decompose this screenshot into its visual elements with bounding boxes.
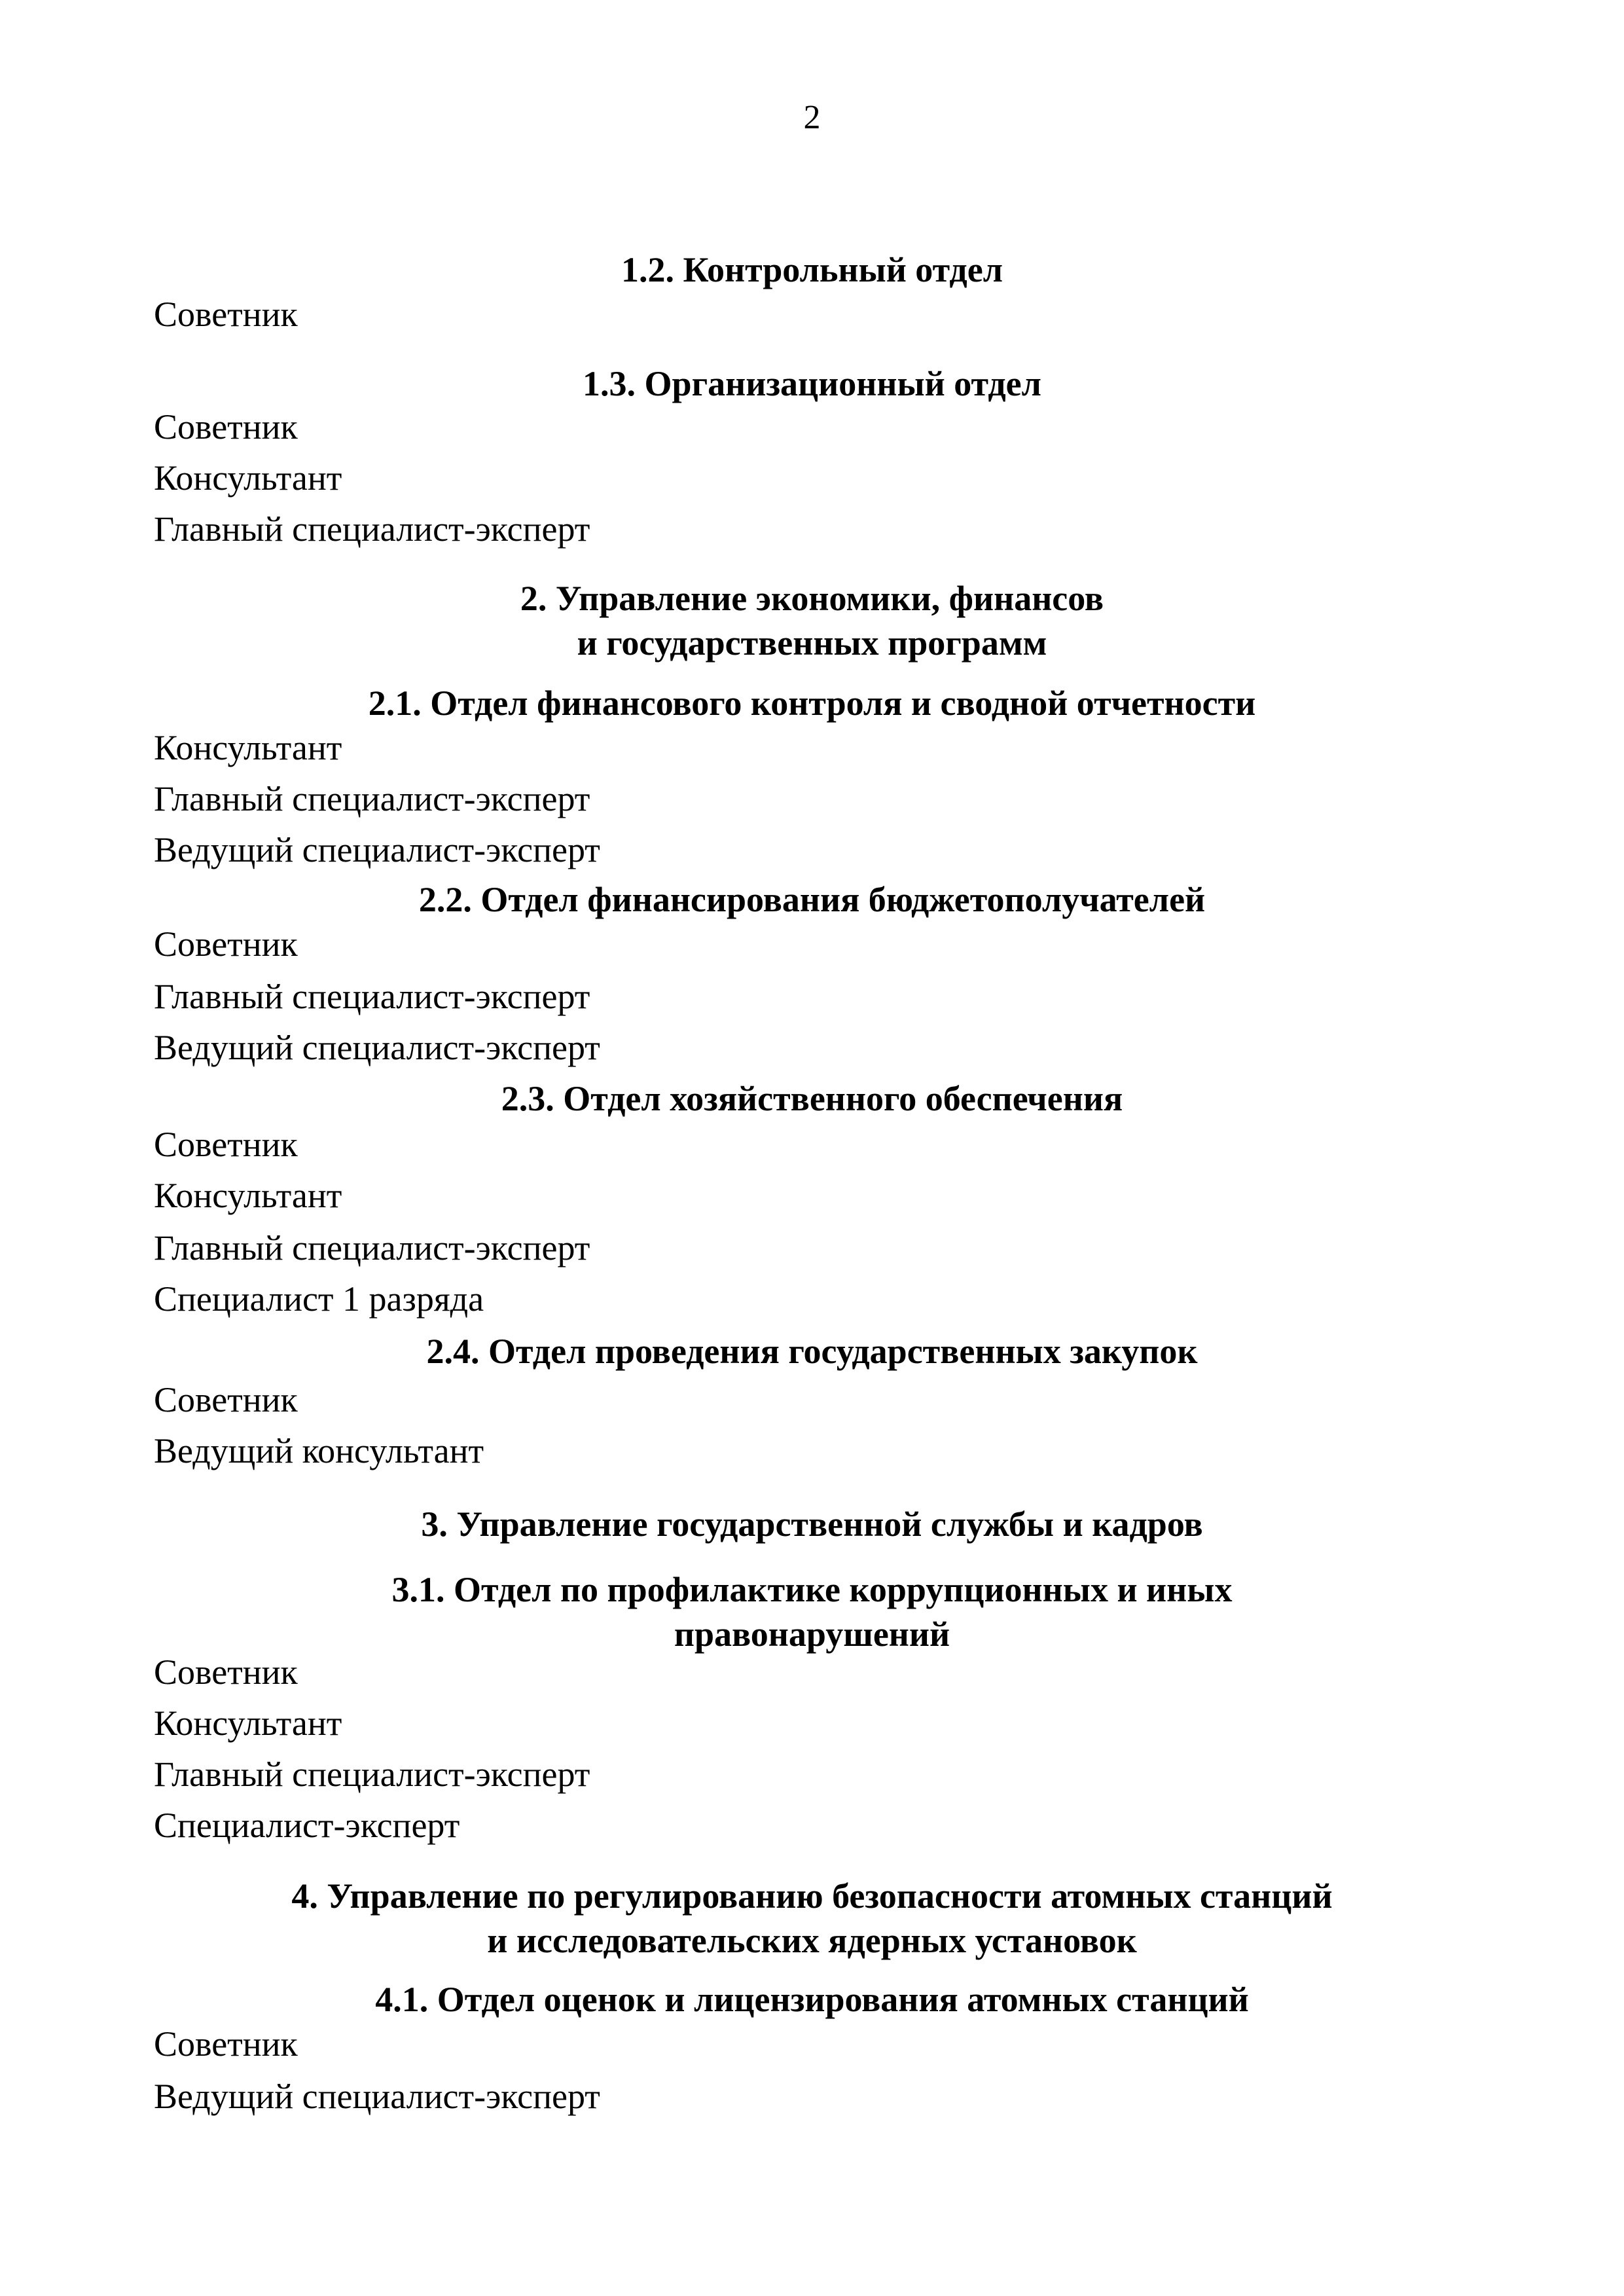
section-heading — [0, 1502, 1624, 1546]
position-item: Ведущий специалист-эксперт — [154, 2077, 600, 2116]
position-item: Консультант — [154, 1704, 342, 1743]
position-item: Советник — [154, 924, 298, 964]
section-heading-line: 2.1. Отдел финансового контроля и сводной отчетности — [368, 683, 1256, 723]
position-item: Советник — [154, 1380, 298, 1419]
section-heading-line: 2.2. Отдел финансирования бюджетополучателей — [418, 880, 1206, 919]
section-heading-line: 1.3. Организационный отдел — [583, 364, 1041, 403]
section-heading-line: 4.1. Отдел оценок и лицензирования атомных станций — [375, 1980, 1249, 2019]
position-item: Ведущий консультант — [154, 1431, 484, 1470]
section-heading-line: и государственных программ — [577, 623, 1047, 663]
section-heading-line: 2.4. Отдел проведения государственных закупок — [426, 1332, 1198, 1371]
section-heading-line: 4. Управление по регулированию безопасности атомных станций — [291, 1876, 1333, 1916]
position-item: Специалист 1 разряда — [154, 1279, 484, 1319]
position-item: Главный специалист-эксперт — [154, 779, 590, 818]
section-heading — [0, 576, 1624, 665]
section-heading — [0, 1076, 1624, 1121]
section-heading-line: правонарушений — [674, 1614, 950, 1654]
position-item: Советник — [154, 2024, 298, 2064]
position-item: Ведущий специалист-эксперт — [154, 830, 600, 869]
section-heading-line: 3.1. Отдел по профилактике коррупционных и иных — [391, 1570, 1233, 1609]
position-item: Главный специалист-эксперт — [154, 509, 590, 549]
position-item: Главный специалист-эксперт — [154, 1228, 590, 1267]
position-item: Ведущий специалист-эксперт — [154, 1028, 600, 1067]
section-heading — [0, 1874, 1624, 1963]
page-number: 2 — [803, 99, 821, 136]
position-item: Советник — [154, 407, 298, 446]
section-heading — [0, 1567, 1624, 1656]
section-heading — [0, 1977, 1624, 2022]
position-item: Специалист-эксперт — [154, 1806, 460, 1845]
section-heading-line: 3. Управление государственной службы и кадров — [421, 1504, 1203, 1544]
section-heading-line: 2.3. Отдел хозяйственного обеспечения — [501, 1079, 1123, 1118]
position-item: Консультант — [154, 458, 342, 498]
position-item: Главный специалист-эксперт — [154, 1755, 590, 1794]
position-item: Консультант — [154, 1176, 342, 1215]
section-heading — [0, 247, 1624, 292]
section-heading-line: 2. Управление экономики, финансов — [520, 579, 1104, 618]
section-heading — [0, 877, 1624, 922]
section-heading — [0, 681, 1624, 725]
section-heading-line: 1.2. Контрольный отдел — [621, 250, 1003, 289]
section-heading — [0, 361, 1624, 406]
section-heading — [0, 1329, 1624, 1374]
position-item: Консультант — [154, 728, 342, 767]
position-item: Советник — [154, 1125, 298, 1164]
position-item: Советник — [154, 1652, 298, 1692]
position-item: Главный специалист-эксперт — [154, 977, 590, 1016]
position-item: Советник — [154, 295, 298, 334]
section-heading-line: и исследовательских ядерных установок — [487, 1921, 1137, 1960]
